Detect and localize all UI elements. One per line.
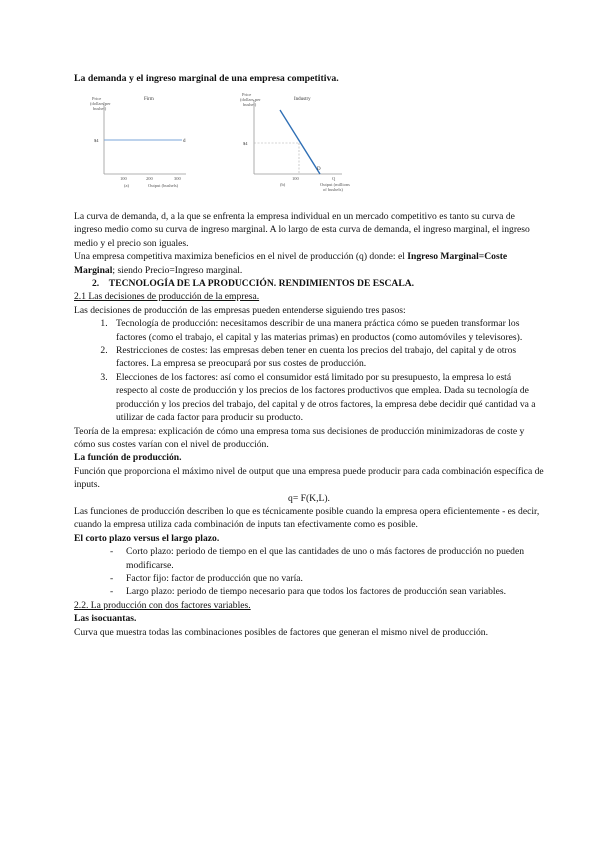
firm-ylabel-1: Price [92, 96, 102, 101]
ind-demand-line [280, 110, 320, 174]
heading-production-function: La función de producción. [74, 452, 182, 464]
firm-xtick-1: 100 [120, 176, 127, 181]
firm-curve-label: d [183, 139, 186, 144]
paragraph-firm-theory: Teoría de la empresa: explicación de cómo una empresa toma sus decisiones de producción minimizadoras de coste y cómo sus costes varían con el nivel de producción. [74, 425, 525, 450]
doc-title: La demanda y el ingreso marginal de una empresa competitiva. [74, 73, 339, 84]
body-text [74, 210, 544, 639]
paragraph-isoquants: Curva que muestra todas las combinaciones posibles de factores que generan el mismo nivel de producción. [74, 626, 489, 638]
paragraph-production-function: Función que proporciona el máximo nivel de output que una empresa puede producir para cada combinación específica de inputs. [74, 465, 544, 491]
paragraph-maximization: Una empresa competitiva maximiza beneficios en el nivel de producción (q) donde: el Ingreso Marginal=Coste Marginal; siendo Precio=Ingreso marginal. [74, 251, 508, 276]
firm-xsub: (a) [124, 183, 129, 188]
firm-ylabel-2: (dollars per [90, 101, 111, 106]
steps-list [74, 317, 544, 424]
ind-xlabel-2: of bushels) [323, 187, 343, 192]
figure-svg [74, 92, 434, 210]
firm-panel [90, 96, 186, 188]
ind-ylabel-1: Price [242, 92, 252, 97]
ind-ylabel-3: bushel) [243, 102, 257, 107]
ind-xlabel-1: Output (millions [320, 182, 350, 187]
paragraph-demand: La curva de demanda, d, a la que se enfrenta la empresa individual en un mercado competitivo es tanto su curva de ingreso medio como su curva de ingreso marginal. A lo largo de esta curva de demanda, el ingreso marginal, el ingreso medio y el precio son iguales. [74, 211, 530, 249]
firm-ylabel-3: bushel) [93, 106, 107, 111]
step-item: 1. Tecnología de producción: necesitamos describir de una manera práctica cómo se pueden transformar los factores (como el trabajo, el capital y las materias primas) en productos (como automóviles y televisores). [110, 317, 544, 344]
step-item: 3. Elecciones de los factores: así como el consumidor está limitado por su presupuesto, la empresa lo está respecto al coste de producción y los precios de los factores productivos que emplea. Dada su tecnología de producción y los precios del trabajo, del capital y de otros factores, la empresa debe decidir qué cantidad va a utilizar de cada factor para producir su producto. [110, 371, 544, 425]
heading-short-long-run: El corto plazo versus el largo plazo. [74, 532, 220, 544]
definition-item: - Factor fijo: factor de producción que no varía. [110, 572, 544, 585]
firm-xlabel: Output (bushels) [148, 183, 179, 188]
section-2-heading: 2. TECNOLOGÍA DE LA PRODUCCIÓN. RENDIMIENTOS DE ESCALA. [92, 278, 415, 290]
ind-panel-label: Industry [294, 97, 311, 102]
production-formula: q= F(K,L). [288, 492, 330, 504]
step-item: 2. Restricciones de costes: las empresas deben tener en cuenta los precios del trabajo, del capital y de otros factores. La empresa se preocupará por sus costes de producción. [110, 344, 544, 371]
paragraph-efficiency: Las funciones de producción describen lo que es técnicamente posible cuando la empresa opera eficientemente - es decir, cuando la empresa utiliza cada combinación de inputs tan efectivamente como es posible. [74, 505, 540, 531]
figures [74, 92, 434, 210]
definition-item: - Largo plazo: periodo de tiempo necesario para que todos los factores de producción sean variables. [110, 585, 544, 598]
firm-xtick-3: 300 [174, 176, 181, 181]
run-definitions-list [74, 545, 544, 599]
industry-panel [240, 92, 350, 192]
firm-price-tick: $4 [94, 138, 99, 143]
heading-isoquants: Las isocuantas. [74, 613, 137, 625]
subsection-2-1: 2.1 Las decisiones de producción de la empresa. [74, 291, 260, 303]
ind-xtick-2: Q [332, 176, 336, 181]
firm-xtick-2: 200 [146, 176, 153, 181]
mr-mc-rule: Ingreso Marginal=Coste Marginal [74, 251, 508, 276]
firm-panel-label: Firm [144, 97, 154, 102]
definition-item: - Corto plazo: periodo de tiempo en el que las cantidades de uno o más factores de producción no pueden modificarse. [110, 545, 544, 572]
ind-ylabel-2: (dollars per [240, 97, 261, 102]
paragraph-steps-intro: Las decisiones de producción de las empresas pueden entenderse siguiendo tres pasos: [74, 304, 406, 316]
subsection-2-2: 2.2. La producción con dos factores variables. [74, 599, 251, 611]
ind-xsub: (b) [280, 182, 286, 187]
ind-xtick-1: 100 [292, 176, 299, 181]
ind-price-tick: $4 [243, 141, 248, 146]
ind-curve-label: D [317, 167, 321, 172]
